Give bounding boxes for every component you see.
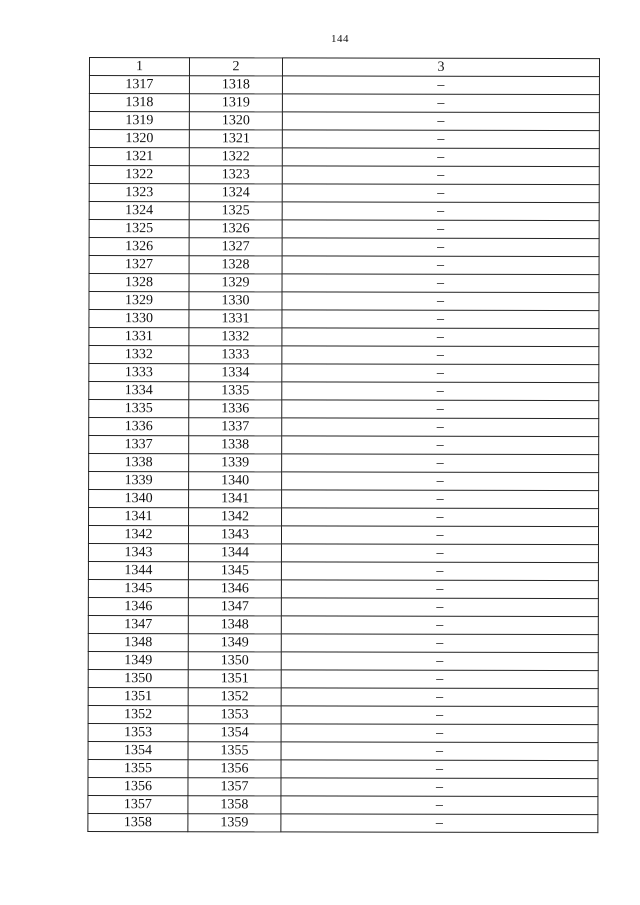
table-cell-col-1: 1348 [88,633,188,651]
table-cell-col-2: 1333 [189,346,282,364]
table-cell-col-1: 1322 [89,166,189,184]
table-cell-col-3: – [282,94,599,113]
column-header-1: 1 [89,58,189,76]
table-cell-col-1: 1358 [88,813,188,831]
table-cell-col-2: 1323 [189,166,282,184]
table-row [89,382,599,401]
table-row [89,94,599,113]
table-row [89,274,599,293]
table-cell-col-2: 1353 [188,706,281,724]
table-cell-col-1: 1320 [89,130,189,148]
table-cell-col-2: 1347 [188,598,281,616]
table-cell-col-3: – [282,508,599,527]
table-cell-col-1: 1330 [89,310,189,328]
table-row [89,202,599,221]
table-cell-col-1: 1344 [88,561,188,579]
table-cell-col-3: – [281,580,598,599]
table-cell-col-2: 1321 [189,130,282,148]
table-cell-col-2: 1351 [188,670,281,688]
table-cell-col-3: – [282,418,599,437]
table-row [89,490,599,509]
table-cell-col-1: 1351 [88,687,188,705]
table-row [89,148,599,167]
table-cell-col-2: 1354 [188,724,281,742]
table-cell-col-2: 1340 [189,472,282,490]
table-row [88,705,598,724]
table-row [89,256,599,275]
table-cell-col-3: – [281,544,598,563]
table-cell-col-2: 1359 [188,814,281,832]
table-row [89,454,599,473]
table-cell-col-3: – [281,652,598,671]
table-cell-col-1: 1355 [88,759,188,777]
table-cell-col-2: 1327 [189,238,282,256]
table-row [88,544,598,563]
table-cell-col-3: – [281,616,598,635]
column-header-3: 3 [282,58,599,77]
table-row [88,813,598,832]
table-cell-col-3: – [282,112,599,131]
table-cell-col-1: 1332 [89,346,189,364]
table-cell-col-3: – [282,166,599,185]
table-row [88,526,598,545]
table-row [89,508,599,527]
table-cell-col-2: 1358 [188,796,281,814]
table-cell-col-1: 1333 [89,364,189,382]
table-cell-col-2: 1320 [189,112,282,130]
table-cell-col-3: – [281,688,598,707]
table-row [89,346,599,365]
table-row [88,759,598,778]
table-cell-col-2: 1349 [188,634,281,652]
table-cell-col-3: – [282,184,599,203]
table-cell-col-1: 1336 [89,418,189,436]
table-cell-col-2: 1318 [189,76,282,94]
table-row [89,310,599,329]
table-cell-col-2: 1330 [189,292,282,310]
table-cell-col-2: 1332 [189,328,282,346]
table-cell-col-3: – [282,346,599,365]
table-cell-col-1: 1345 [88,579,188,597]
table-row [89,472,599,491]
table-cell-col-1: 1338 [89,454,189,472]
table-cell-col-1: 1327 [89,256,189,274]
table-cell-col-3: – [282,454,599,473]
table-cell-col-2: 1356 [188,760,281,778]
table-cell-col-2: 1328 [189,256,282,274]
table-cell-col-2: 1342 [189,508,282,526]
table-row [89,220,599,239]
table-cell-col-2: 1334 [189,364,282,382]
table-row [88,561,598,580]
table-cell-col-1: 1324 [89,202,189,220]
table-cell-col-1: 1326 [89,238,189,256]
table-cell-col-3: – [281,778,598,797]
table-cell-col-1: 1321 [89,148,189,166]
table-cell-col-1: 1340 [89,490,189,508]
table-row [89,400,599,419]
table-cell-col-1: 1319 [89,112,189,130]
table-cell-col-1: 1346 [88,597,188,615]
table-row [88,795,598,814]
table-cell-col-2: 1346 [188,580,281,598]
table-row [89,112,599,131]
table-cell-col-2: 1322 [189,148,282,166]
table-row [88,651,598,670]
table-cell-col-3: – [282,76,599,95]
table-row [89,76,599,95]
table-cell-col-3: – [282,472,599,491]
table-cell-col-2: 1343 [188,526,281,544]
table-cell-col-3: – [281,526,598,545]
table-cell-col-1: 1352 [88,705,188,723]
table-cell-col-1: 1342 [88,526,188,544]
table-row [89,436,599,455]
table-cell-col-2: 1339 [189,454,282,472]
table-cell-col-3: – [281,742,598,761]
table-cell-col-2: 1345 [188,562,281,580]
table-cell-col-3: – [282,256,599,275]
table-cell-col-2: 1348 [188,616,281,634]
table-cell-col-3: – [282,148,599,167]
page-number: 144 [331,33,349,45]
table-cell-col-3: – [281,724,598,743]
table-cell-col-2: 1355 [188,742,281,760]
table-cell-col-3: – [281,634,598,653]
table-cell-col-3: – [282,364,599,383]
table-cell-col-3: – [281,814,598,833]
table-row [89,292,599,311]
table-cell-col-1: 1339 [89,472,189,490]
table-cell-col-1: 1341 [89,508,189,526]
table-cell-col-1: 1349 [88,651,188,669]
table-cell-col-3: – [282,274,599,293]
table-cell-col-3: – [281,562,598,581]
table-row [89,364,599,383]
table-cell-col-2: 1350 [188,652,281,670]
table-row [88,633,598,652]
table-cell-col-1: 1334 [89,382,189,400]
table-cell-col-2: 1319 [189,94,282,112]
table-row [89,328,599,347]
table-cell-col-3: – [282,328,599,347]
table-cell-col-1: 1343 [88,544,188,562]
table-cell-col-2: 1336 [189,400,282,418]
table-cell-col-3: – [282,310,599,329]
table-cell-col-3: – [281,598,598,617]
table-cell-col-1: 1329 [89,292,189,310]
table-cell-col-2: 1326 [189,220,282,238]
table-cell-col-3: – [281,670,598,689]
table-cell-col-3: – [282,220,599,239]
table-row [89,130,599,149]
table-cell-col-2: 1324 [189,184,282,202]
table-row [88,723,598,742]
column-header-2: 2 [189,58,282,76]
table-cell-col-1: 1353 [88,723,188,741]
table-cell-col-2: 1329 [189,274,282,292]
table-cell-col-3: – [281,706,598,725]
table-row [89,238,599,257]
table-cell-col-3: – [282,382,599,401]
table-cell-col-1: 1350 [88,669,188,687]
table-cell-col-3: – [282,436,599,455]
table-cell-col-2: 1325 [189,202,282,220]
table-row [88,669,598,688]
table-cell-col-3: – [281,760,598,779]
table-row [89,418,599,437]
table-row [88,615,598,634]
table-cell-col-3: – [282,130,599,149]
table-row [88,741,598,760]
table-cell-col-1: 1357 [88,795,188,813]
table-cell-col-1: 1317 [89,76,189,94]
table-cell-col-1: 1337 [89,436,189,454]
table-cell-col-1: 1356 [88,777,188,795]
table-cell-col-2: 1337 [189,418,282,436]
table-body [88,76,600,833]
table-cell-col-2: 1344 [188,544,281,562]
table-cell-col-2: 1331 [189,310,282,328]
table-cell-col-1: 1325 [89,220,189,238]
table-cell-col-3: – [282,400,599,419]
table-cell-col-2: 1352 [188,688,281,706]
table-cell-col-1: 1331 [89,328,189,346]
table-row [88,777,598,796]
table-header-row [89,58,599,77]
table-row [88,687,598,706]
table-row [88,579,598,598]
table-cell-col-3: – [282,292,599,311]
table-row [88,597,598,616]
table-row [89,184,599,203]
data-table [87,57,600,833]
table-cell-col-1: 1328 [89,274,189,292]
table-cell-col-1: 1318 [89,94,189,112]
table-cell-col-2: 1357 [188,778,281,796]
table-cell-col-1: 1335 [89,400,189,418]
table-cell-col-1: 1354 [88,741,188,759]
table-cell-col-2: 1341 [189,490,282,508]
table-cell-col-3: – [282,202,599,221]
table-cell-col-3: – [281,796,598,815]
table-cell-col-1: 1347 [88,615,188,633]
table-cell-col-2: 1338 [189,436,282,454]
table-cell-col-2: 1335 [189,382,282,400]
table-cell-col-1: 1323 [89,184,189,202]
table-cell-col-3: – [282,490,599,509]
table-row [89,166,599,185]
table-cell-col-3: – [282,238,599,257]
